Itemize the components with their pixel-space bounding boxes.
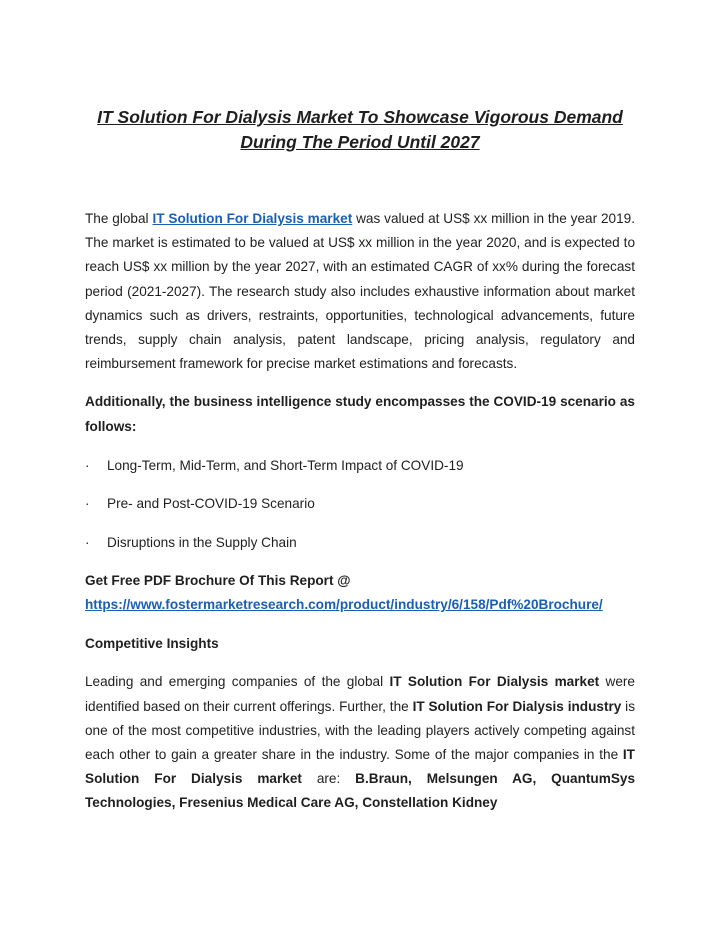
list-item	[85, 531, 635, 555]
intro-body: was valued at US$ xx million in the year 2019. The market is estimated to be valued at US$ xx million in the year 2020, and is expected to reach US$ xx million by the year 2027, with an estimated CAGR of xx% during the forecast period (2021-2027). The research study also includes exhaustive information about market dynamics such as drivers, restraints, opportunities, technological advancements, future trends, supply chain analysis, patent landscape, pricing analysis, regulatory and reimbursement framework for precise market estimations and forecasts.	[85, 211, 636, 372]
title-line-2: During The Period Until 2027	[240, 132, 480, 152]
insights-text-2: were identified based on their current offerings. Further, the	[85, 674, 635, 714]
bullet-icon: ·	[85, 496, 90, 512]
brochure-label: Get Free PDF Brochure Of This Report @	[85, 573, 351, 589]
insights-text-3: is one of the most competitive industries, with the leading players actively competing against each other to gain a greater share in the industry. Some of the major companies in the	[85, 698, 635, 762]
bullet-icon: ·	[85, 534, 90, 550]
insights-bold-1: IT Solution For Dialysis market	[389, 674, 600, 690]
list-item	[85, 454, 635, 478]
insights-text-1: Leading and emerging companies of the global	[85, 674, 390, 690]
insights-bold-3: IT Solution For Dialysis market	[85, 746, 635, 787]
covid-bullet-list	[85, 454, 635, 555]
document-title	[85, 105, 635, 155]
competitive-insights-heading: Competitive Insights	[85, 636, 219, 652]
covid-heading: Additionally, the business intelligence study encompasses the COVID-19 scenario as follows:	[85, 394, 635, 434]
competitive-insights-paragraph	[85, 670, 635, 815]
intro-prefix: The global	[85, 211, 153, 226]
intro-paragraph	[85, 207, 635, 376]
market-link[interactable]: IT Solution For Dialysis market	[152, 211, 353, 226]
insights-text-4: are:	[301, 771, 356, 787]
brochure-link[interactable]: https://www.fostermarketresearch.com/product/industry/6/158/Pdf%20Brochure/	[85, 597, 603, 613]
insights-bold-4: B.Braun, Melsungen AG, QuantumSys Technologies, Fresenius Medical Care AG, Constellation Kidney	[85, 771, 636, 811]
list-item	[85, 492, 635, 516]
list-item-text: Pre- and Post-COVID-19 Scenario	[107, 496, 315, 512]
bullet-icon: ·	[85, 457, 90, 473]
list-item-text: Long-Term, Mid-Term, and Short-Term Impact of COVID-19	[107, 457, 464, 473]
title-line-1: IT Solution For Dialysis Market To Showcase Vigorous Demand	[97, 107, 623, 127]
list-item-text: Disruptions in the Supply Chain	[107, 534, 297, 550]
insights-bold-2: IT Solution For Dialysis industry	[412, 698, 622, 714]
document-page	[85, 0, 635, 816]
